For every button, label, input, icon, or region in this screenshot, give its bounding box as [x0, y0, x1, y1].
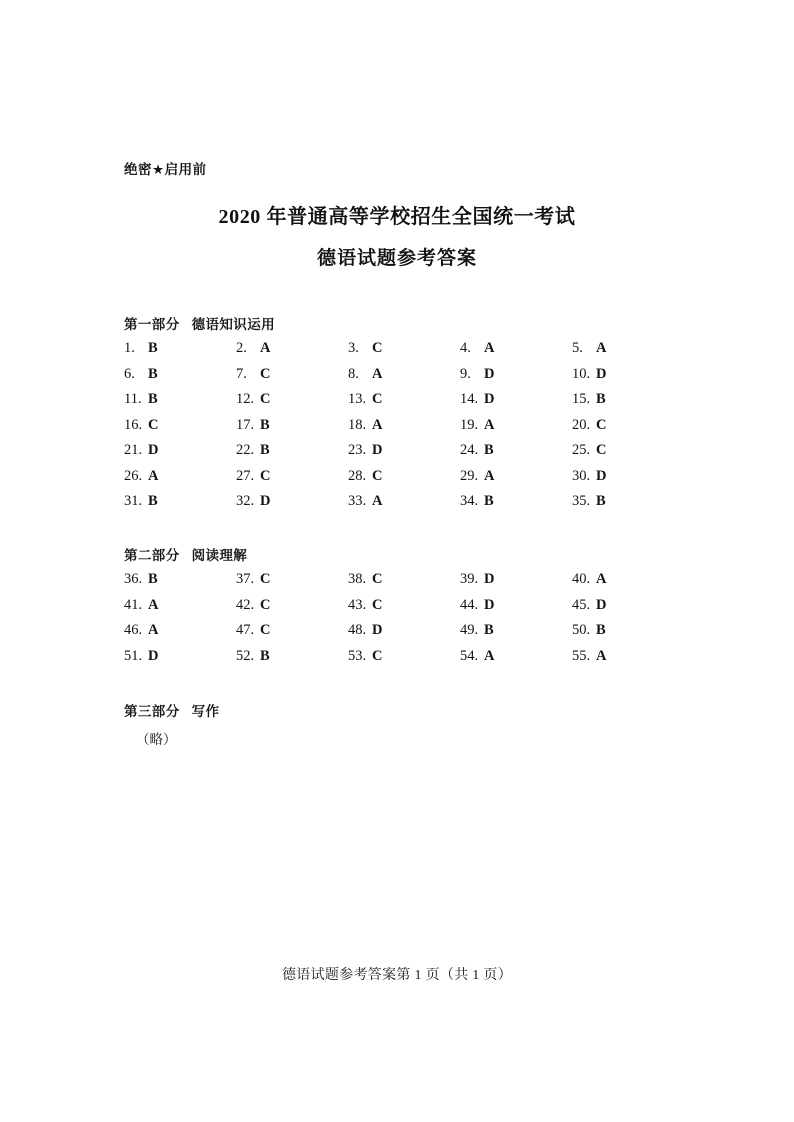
answer-letter: B: [596, 622, 606, 638]
answer-item: [348, 571, 460, 588]
answer-item: [348, 648, 460, 665]
answer-item: [348, 468, 460, 485]
answer-number: 30.: [572, 467, 591, 484]
answer-item: [348, 597, 460, 614]
answer-item: [572, 417, 684, 434]
answer-number: 49.: [460, 622, 479, 638]
answer-item: [124, 340, 236, 357]
answer-number: 14.: [460, 391, 479, 407]
answer-number: 45.: [572, 596, 591, 613]
answer-number: 26.: [124, 467, 143, 484]
answer-letter: C: [372, 571, 383, 587]
answer-item: [572, 442, 684, 459]
answer-letter: A: [148, 622, 159, 638]
answer-item: [124, 648, 236, 665]
answer-number: 51.: [124, 647, 143, 664]
answer-letter: A: [484, 340, 495, 356]
answer-number: 29.: [460, 467, 479, 484]
answer-letter: A: [260, 340, 271, 356]
answer-item: [348, 391, 460, 408]
answer-letter: A: [596, 647, 607, 664]
answer-letter: A: [484, 416, 495, 433]
answer-letter: A: [596, 571, 607, 587]
answer-number: 32.: [236, 493, 255, 509]
answer-item: [460, 340, 572, 357]
answer-letter: C: [596, 416, 607, 433]
answer-item: [460, 648, 572, 665]
answer-item: [572, 597, 684, 614]
page-footer: 德语试题参考答案第 1 页（共 1 页）: [282, 968, 512, 983]
answer-number: 43.: [348, 596, 367, 613]
answer-grid-section-1: [124, 340, 684, 519]
answer-letter: C: [596, 442, 607, 458]
secret-mark: 绝密★启用前: [124, 162, 207, 177]
answer-item: [236, 648, 348, 665]
answer-number: 3.: [348, 340, 359, 356]
answer-letter: B: [260, 416, 270, 433]
answer-item: [460, 391, 572, 408]
answer-number: 40.: [572, 571, 591, 587]
answer-number: 21.: [124, 442, 143, 458]
answer-number: 54.: [460, 647, 479, 664]
answer-item: [236, 340, 348, 357]
table-row: [124, 648, 684, 674]
section-3-note: （略）: [136, 732, 177, 747]
answer-number: 18.: [348, 416, 367, 433]
answer-letter: A: [148, 596, 159, 613]
answer-number: 12.: [236, 391, 255, 407]
answer-number: 8.: [348, 365, 359, 382]
answer-letter: B: [148, 365, 158, 382]
answer-number: 38.: [348, 571, 367, 587]
answer-letter: D: [484, 365, 495, 382]
answer-number: 9.: [460, 365, 471, 382]
page-subtitle: 德语试题参考答案: [316, 248, 477, 269]
answer-number: 36.: [124, 571, 143, 587]
answer-item: [460, 442, 572, 459]
answer-item: [236, 597, 348, 614]
answer-item: [460, 417, 572, 434]
answer-item: [124, 493, 236, 510]
answer-item: [124, 597, 236, 614]
answer-letter: C: [260, 365, 271, 382]
answer-number: 33.: [348, 493, 367, 509]
answer-item: [572, 340, 684, 357]
answer-item: [572, 391, 684, 408]
answer-letter: A: [596, 340, 607, 356]
answer-item: [460, 597, 572, 614]
answer-grid-section-2: [124, 571, 684, 673]
answer-letter: C: [260, 467, 271, 484]
section-label-2: 第二部分: [124, 548, 180, 563]
section-heading-2: [124, 544, 247, 564]
answer-item: [348, 442, 460, 459]
section-name-3: 写作: [191, 704, 220, 719]
answer-number: 16.: [124, 416, 143, 433]
section-label-3: 第三部分: [124, 704, 180, 719]
answer-item: [236, 442, 348, 459]
answer-letter: A: [484, 647, 495, 664]
answer-item: [124, 366, 236, 383]
answer-number: 25.: [572, 442, 591, 458]
answer-letter: C: [148, 416, 159, 433]
table-row: [124, 597, 684, 623]
answer-letter: A: [372, 416, 383, 433]
answer-number: 37.: [236, 571, 255, 587]
answer-number: 55.: [572, 647, 591, 664]
table-row: [124, 571, 684, 597]
table-row: [124, 366, 684, 392]
answer-item: [124, 571, 236, 588]
answer-letter: C: [260, 622, 271, 638]
section-heading-1: [124, 313, 275, 333]
answer-letter: C: [372, 391, 383, 407]
answer-item: [460, 493, 572, 510]
section-name-2: 阅读理解: [191, 548, 248, 563]
answer-letter: A: [372, 365, 383, 382]
answer-number: 10.: [572, 365, 591, 382]
answer-item: [124, 468, 236, 485]
answer-item: [572, 622, 684, 639]
table-row: [124, 622, 684, 648]
answer-item: [572, 648, 684, 665]
answer-letter: C: [372, 596, 383, 613]
table-row: [124, 468, 684, 494]
answer-number: 28.: [348, 467, 367, 484]
answer-item: [348, 493, 460, 510]
answer-number: 27.: [236, 467, 255, 484]
answer-item: [236, 468, 348, 485]
answer-item: [348, 366, 460, 383]
table-row: [124, 493, 684, 519]
answer-number: 39.: [460, 571, 479, 587]
answer-number: 52.: [236, 647, 255, 664]
answer-item: [236, 391, 348, 408]
answer-item: [348, 340, 460, 357]
answer-number: 48.: [348, 622, 367, 638]
answer-number: 2.: [236, 340, 247, 356]
answer-number: 19.: [460, 416, 479, 433]
answer-letter: B: [148, 571, 158, 587]
answer-letter: D: [484, 596, 495, 613]
answer-number: 46.: [124, 622, 143, 638]
answer-item: [460, 622, 572, 639]
answer-letter: A: [148, 467, 159, 484]
answer-item: [460, 571, 572, 588]
answer-number: 7.: [236, 365, 247, 382]
table-row: [124, 442, 684, 468]
answer-number: 41.: [124, 596, 143, 613]
answer-number: 20.: [572, 416, 591, 433]
answer-letter: B: [260, 647, 270, 664]
answer-number: 4.: [460, 340, 471, 356]
answer-number: 13.: [348, 391, 367, 407]
answer-letter: D: [148, 647, 159, 664]
answer-number: 23.: [348, 442, 367, 458]
answer-letter: C: [260, 571, 271, 587]
answer-number: 53.: [348, 647, 367, 664]
table-row: [124, 417, 684, 443]
section-name-1: 德语知识运用: [191, 317, 276, 332]
answer-item: [124, 622, 236, 639]
answer-letter: D: [484, 391, 495, 407]
answer-letter: D: [596, 467, 607, 484]
answer-item: [572, 493, 684, 510]
answer-letter: B: [484, 493, 494, 509]
answer-number: 1.: [124, 340, 135, 356]
answer-number: 35.: [572, 493, 591, 509]
answer-number: 6.: [124, 365, 135, 382]
answer-letter: B: [484, 622, 494, 638]
answer-number: 31.: [124, 493, 143, 509]
answer-letter: C: [372, 467, 383, 484]
table-row: [124, 340, 684, 366]
answer-letter: B: [596, 493, 606, 509]
answer-letter: C: [260, 391, 271, 407]
answer-letter: C: [372, 340, 383, 356]
page-title: 2020 年普通高等学校招生全国统一考试: [218, 206, 576, 228]
answer-letter: D: [484, 571, 495, 587]
answer-letter: B: [148, 391, 158, 407]
answer-letter: B: [148, 340, 158, 356]
answer-item: [124, 442, 236, 459]
answer-number: 17.: [236, 416, 255, 433]
answer-number: 44.: [460, 596, 479, 613]
answer-letter: B: [596, 391, 606, 407]
answer-item: [236, 571, 348, 588]
answer-letter: B: [260, 442, 270, 458]
answer-number: 11.: [124, 391, 142, 407]
answer-item: [124, 417, 236, 434]
answer-letter: D: [148, 442, 159, 458]
answer-number: 47.: [236, 622, 255, 638]
section-label-1: 第一部分: [124, 317, 180, 332]
answer-letter: D: [372, 442, 383, 458]
answer-letter: B: [148, 493, 158, 509]
answer-number: 22.: [236, 442, 255, 458]
answer-item: [348, 622, 460, 639]
answer-number: 15.: [572, 391, 591, 407]
answer-item: [236, 417, 348, 434]
answer-item: [460, 468, 572, 485]
answer-item: [348, 417, 460, 434]
answer-letter: D: [372, 622, 383, 638]
table-row: [124, 391, 684, 417]
answer-number: 5.: [572, 340, 583, 356]
answer-number: 34.: [460, 493, 479, 509]
answer-item: [572, 571, 684, 588]
answer-item: [236, 622, 348, 639]
answer-item: [236, 493, 348, 510]
answer-item: [236, 366, 348, 383]
answer-letter: C: [372, 647, 383, 664]
answer-letter: C: [260, 596, 271, 613]
answer-number: 42.: [236, 596, 255, 613]
answer-item: [460, 366, 572, 383]
answer-number: 50.: [572, 622, 591, 638]
answer-letter: D: [260, 493, 271, 509]
answer-number: 24.: [460, 442, 479, 458]
answer-letter: A: [484, 467, 495, 484]
section-heading-3: [124, 700, 219, 720]
answer-letter: D: [596, 365, 607, 382]
answer-letter: D: [596, 596, 607, 613]
answer-item: [572, 468, 684, 485]
answer-letter: B: [484, 442, 494, 458]
answer-letter: A: [372, 493, 383, 509]
answer-item: [124, 391, 236, 408]
answer-item: [572, 366, 684, 383]
